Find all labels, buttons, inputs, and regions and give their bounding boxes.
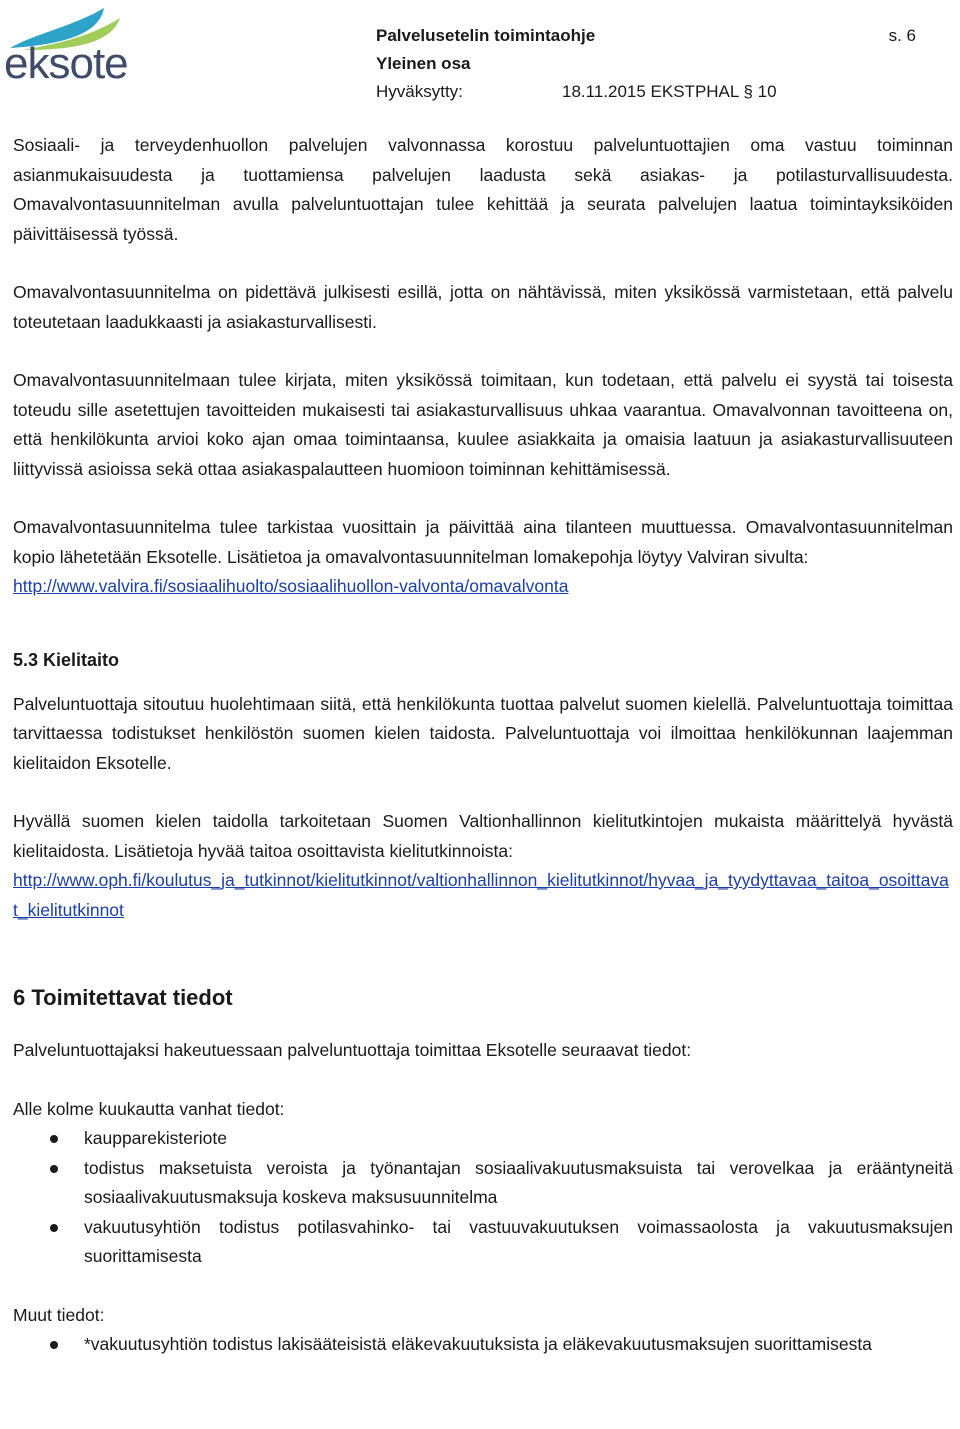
paragraph-finnish-language: Palveluntuottaja sitoutuu huolehtimaan siitä, että henkilökunta tuottaa palvelut suomen kielellä. Palveluntuottaja toimittaa tarvittaessa todistukset henkilöstön suomen kielen taidosta. Palveluntuottaja voi ilmoittaa henkilökunnan laajemman kielitaidon Eksotelle.	[13, 693, 953, 773]
list-label-recent: Alle kolme kuukautta vanhat tiedot:	[13, 1098, 285, 1119]
list-item	[13, 1124, 953, 1154]
document-subtitle: Yleinen osa	[376, 54, 471, 73]
eksote-logo	[4, 4, 136, 90]
bullet-icon	[50, 1341, 58, 1349]
valvira-link[interactable]: http://www.valvira.fi/sosiaalihuolto/sosiaalihuollon-valvonta/omavalvonta	[13, 576, 569, 596]
paragraph-supervision: Sosiaali- ja terveydenhuollon palvelujen valvonnassa korostuu palveluntuottajien oma vastuu toiminnan asianmukaisuudesta ja tuottamiensa palvelujen laadusta sekä asiakas- ja potilasturvallisuudesta. Omavalvontasuunnitelman avulla palveluntuottajan tulee kehittää ja seurata palvelujen laatua toimintayksiköiden päivittäisessä työssä.	[13, 135, 953, 244]
paragraph-public-display: Omavalvontasuunnitelma on pidettävä julkisesti esillä, jotta on nähtävissä, miten yksikössä varmistetaan, että palvelu toteutetaan laadukkaasti ja asiakasturvallisesti.	[13, 282, 953, 332]
oph-link[interactable]: http://www.oph.fi/koulutus_ja_tutkinnot/kielitutkinnot/valtionhallinnon_kielitutkinnot/hyvaa_ja_tyydyttavaa_taitoa_osoittavat_kielitutkinnot	[13, 870, 949, 920]
document-body	[13, 131, 953, 1360]
recent-documents-list	[13, 1124, 953, 1272]
section-heading-language: 5.3 Kielitaito	[13, 649, 120, 670]
bullet-icon	[50, 1224, 58, 1232]
list-item-text: todistus maksetuista veroista ja työnantajan sosiaalivakuutusmaksuista tai verovelkaa ja erääntyneitä sosiaalivakuutusmaksuja koskeva maksusuunnitelma	[84, 1157, 953, 1207]
paragraph-deliverables-intro: Palveluntuottajaksi hakeutuessaan palveluntuottaja toimittaa Eksotelle seuraavat tiedot:	[13, 1040, 692, 1060]
bullet-icon	[50, 1165, 58, 1173]
other-documents-list	[13, 1330, 953, 1360]
list-item	[13, 1330, 953, 1360]
paragraph-recording: Omavalvontasuunnitelmaan tulee kirjata, miten yksikössä toimitaan, kun todetaan, että palvelu ei syystä tai toisesta toteudu sille asetettujen tavoitteiden mukaisesti tai asiakasturvallisuus uhkaa vaarantua. Omavalvonnan tavoitteena on, että henkilökunta arvioi koko ajan omaa toimintaansa, kuulee asiakkaita ja omaisia laatuun ja asiakasturvallisuuteen liittyvissä asioissa sekä ottaa asiakaspalautteen huomioon toiminnan kehittämisessä.	[13, 370, 953, 479]
list-label-other: Muut tiedot:	[13, 1304, 105, 1325]
list-item-text: vakuutusyhtiön todistus potilasvahinko- tai vastuuvakuutuksen voimassaolosta ja vakuutusmaksujen suorittamisesta	[84, 1216, 953, 1266]
list-item-text: kaupparekisteriote	[84, 1128, 227, 1148]
paragraph-language-definition: Hyvällä suomen kielen taidolla tarkoitetaan Suomen Valtionhallinnon kielitutkintojen mukaista määrittelyä hyvästä kielitaidosta. Lisätietoja hyvää taitoa osoittavista kielitutkinnoista:	[13, 811, 953, 861]
bullet-icon	[50, 1135, 58, 1143]
page-header	[376, 22, 916, 106]
document-title-text: Palvelusetelin toimintaohje	[376, 26, 596, 45]
document-title	[376, 22, 916, 50]
page-number: s. 6	[888, 26, 916, 45]
approved-label: Hyväksytty:	[376, 82, 463, 101]
list-item	[13, 1154, 953, 1213]
paragraph-annual-review: Omavalvontasuunnitelma tulee tarkistaa vuosittain ja päivittää aina tilanteen muuttuessa. Omavalvontasuunnitelman kopio lähetetään Eksotelle. Lisätietoa ja omavalvontasuunnitelman lomakepohja löytyy Valviran sivulta:	[13, 517, 953, 567]
section-heading-deliverables: 6 Toimitettavat tiedot	[13, 985, 233, 1010]
approved-value: 18.11.2015 EKSTPHAL § 10	[562, 82, 777, 101]
approval-line	[376, 78, 916, 106]
list-item-text: *vakuutusyhtiön todistus lakisääteisistä eläkevakuutuksista ja eläkevakuutusmaksujen suorittamisesta	[84, 1334, 872, 1354]
logo-wordmark: eksote	[4, 39, 128, 88]
list-item	[13, 1213, 953, 1272]
